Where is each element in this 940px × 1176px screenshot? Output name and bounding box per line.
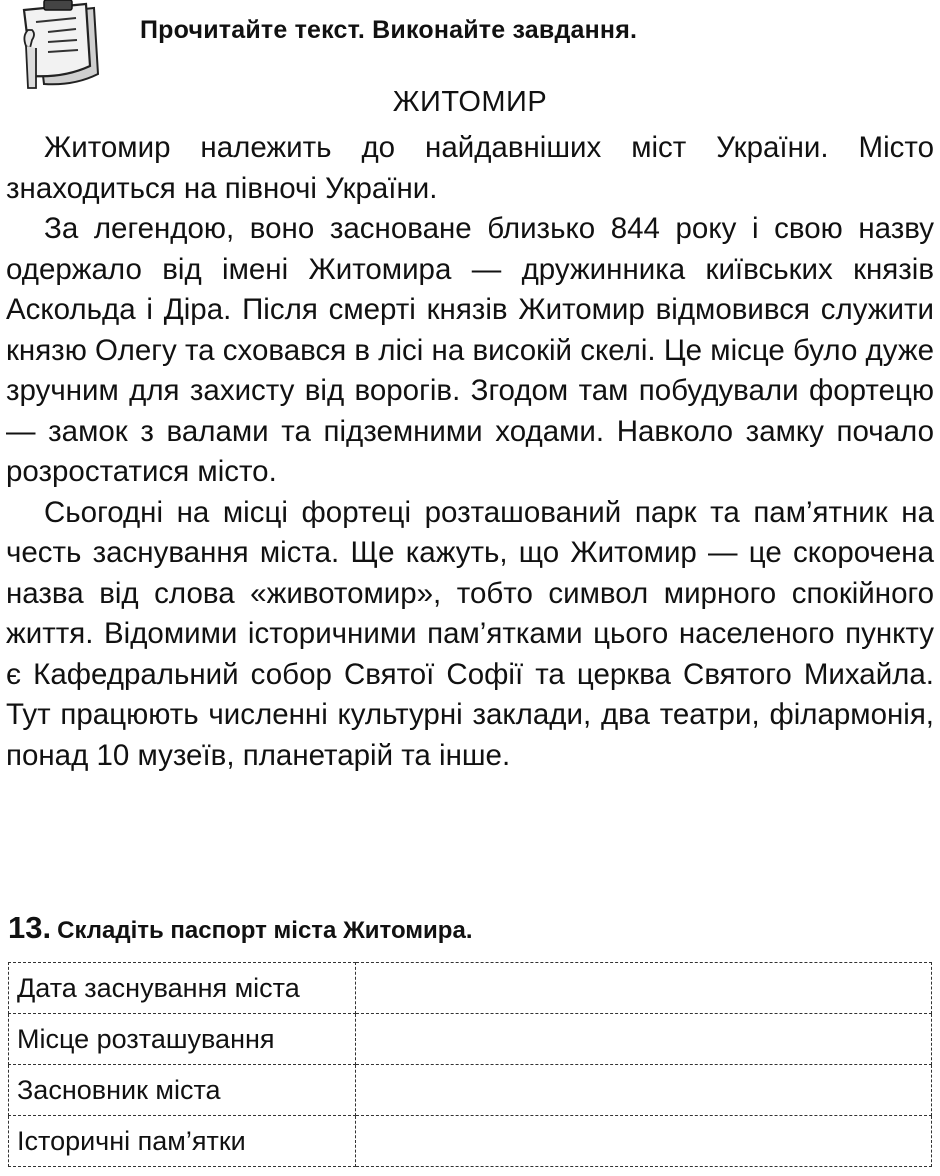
instruction-heading: Прочитайте текст. Виконайте завдання.: [140, 16, 638, 44]
table-row: [9, 1065, 932, 1116]
answer-cell[interactable]: [356, 1116, 932, 1167]
notepad-icon: [14, 0, 106, 92]
answer-cell[interactable]: [356, 1065, 932, 1116]
table-row: [9, 1014, 932, 1065]
row-label: Місце розташування: [9, 1014, 356, 1065]
paragraph: Сьогодні на місці фортеці розташований парк та пам’ятник на честь заснування міста. Ще кажуть, що Житомир — це скорочена назва від слова «животомир», тобто символ мирного спокійного життя. Відомими історичними пам’ятками цього населеного пункту є Кафедральний собор Святої Софії та церква Святого Михайла. Тут працюють численні культурні заклади, два театри, філармонія, понад 10 музеїв, планетарій та інше.: [6, 495, 934, 772]
text-title: ЖИТОМИР: [392, 86, 548, 118]
row-label: Дата заснування міста: [9, 963, 356, 1014]
task-text: Складіть паспорт міста Житомира.: [57, 917, 473, 944]
passport-table: [8, 962, 932, 1167]
paragraph: За легендою, воно засноване близько 844 року і свою назву одержало від імені Житомира — дружинника київських князів Аскольда і Діра. Після смерті князів Житомир відмовився служити князю Олегу та сховався в лісі на високій скелі. Це місце було дуже зручним для захисту від ворогів. Згодом там побудували фортецю — замок з валами та підземними ходами. Навколо замку почало розростатися місто.: [6, 212, 934, 488]
table-row: [9, 1116, 932, 1167]
paragraph: Житомир належить до найдавніших міст України. Місто знаходиться на півночі України.: [6, 131, 934, 205]
reading-text: [6, 128, 934, 776]
table-row: [9, 963, 932, 1014]
task-number: 13.: [8, 910, 52, 945]
row-label: Засновник міста: [9, 1065, 356, 1116]
row-label: Історичні пам’ятки: [9, 1116, 356, 1167]
answer-cell[interactable]: [356, 963, 932, 1014]
task-heading: [8, 910, 472, 946]
answer-cell[interactable]: [356, 1014, 932, 1065]
